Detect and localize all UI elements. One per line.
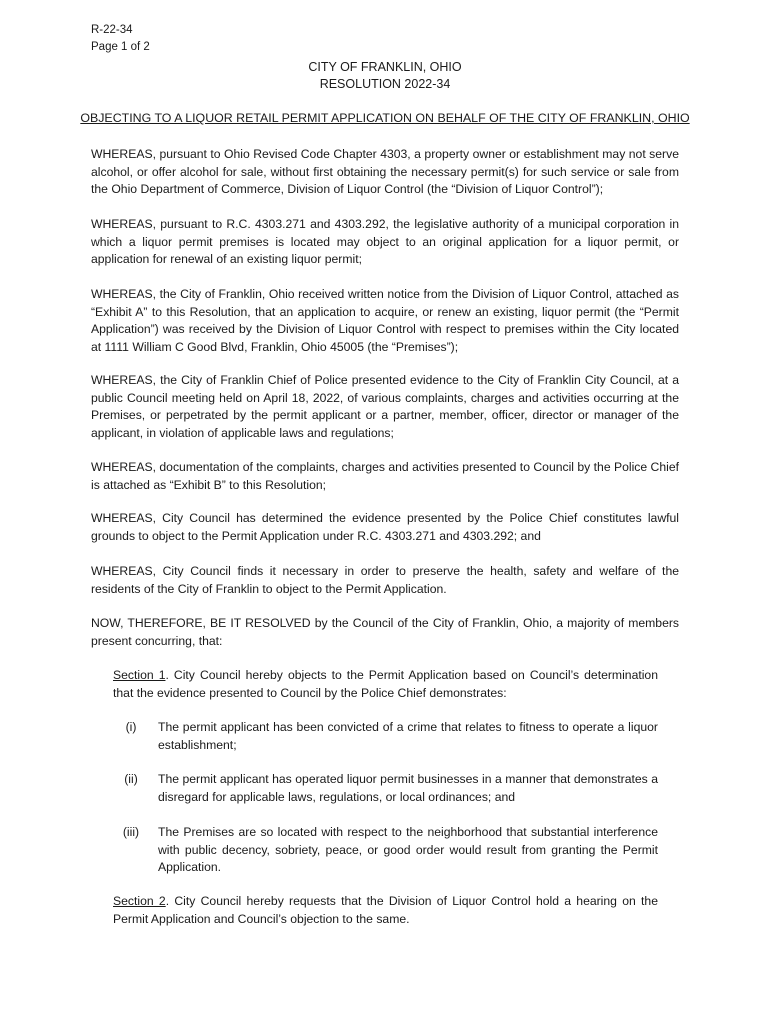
list-item-number: (iii) bbox=[122, 825, 140, 839]
list-item-text: The Premises are so located with respect to the neighborhood that substantial interference with public decency, sobriety, peace, or good order would result from granting the Permit Application. bbox=[158, 825, 658, 874]
subject-heading: OBJECTING TO A LIQUOR RETAIL PERMIT APPLICATION ON BEHALF OF THE CITY OF FRANKLIN, OHIO bbox=[80, 111, 690, 125]
list-item-text: The permit applicant has been convicted of a crime that relates to fitness to operate a liquor establishment; bbox=[158, 720, 658, 752]
whereas-paragraph-3: WHEREAS, the City of Franklin, Ohio received written notice from the Division of Liquor Control, attached as “Exhibit A” to this Resolution, that an application to acquire, or renew an existing, liquor permit (the “Permit Application”) was received by the Division of Liquor Control with respect to premises within the City located at 1111 William C Good Blvd, Franklin, Ohio 45005 (the “Premises”); bbox=[91, 287, 679, 354]
section-1-label: Section 1 bbox=[113, 668, 166, 682]
whereas-paragraph-5: WHEREAS, documentation of the complaints, charges and activities presented to Council by the Police Chief is attached as “Exhibit B” to this Resolution; bbox=[91, 460, 680, 492]
section-2 bbox=[113, 893, 658, 928]
resolved-paragraph: NOW, THEREFORE, BE IT RESOLVED by the Council of the City of Franklin, Ohio, a majority of members present concurring, that: bbox=[91, 616, 679, 648]
city-title: CITY OF FRANKLIN, OHIO bbox=[308, 60, 462, 74]
whereas-paragraph-6: WHEREAS, City Council has determined the evidence presented by the Police Chief constitutes lawful grounds to object to the Permit Application under R.C. 4303.271 and 4303.292; and bbox=[91, 511, 679, 543]
section-1-text: . City Council hereby objects to the Permit Application based on Council’s determination that the evidence presented to Council by the Police Chief demonstrates: bbox=[113, 668, 658, 700]
list-item-text: The permit applicant has operated liquor permit businesses in a manner that demonstrates a disregard for applicable laws, regulations, or local ordinances; and bbox=[158, 772, 658, 804]
doc-number: R-22-34 bbox=[91, 24, 133, 36]
section-2-text: . City Council hereby requests that the Division of Liquor Control hold a hearing on the Permit Application and Council’s objection to the same. bbox=[113, 894, 658, 926]
page-label: Page 1 of 2 bbox=[91, 41, 150, 53]
title-block bbox=[0, 59, 770, 93]
whereas-paragraph-2: WHEREAS, pursuant to R.C. 4303.271 and 4303.292, the legislative authority of a municipal corporation in which a liquor permit premises is located may object to an original application for a liquor permit, or application for renewal of an existing liquor permit; bbox=[91, 217, 679, 266]
section-1 bbox=[113, 667, 658, 702]
list-item-number: (i) bbox=[125, 720, 137, 734]
list-item-number: (ii) bbox=[124, 772, 138, 786]
header-meta bbox=[91, 22, 150, 56]
resolution-title: RESOLUTION 2022-34 bbox=[319, 77, 451, 91]
whereas-paragraph-4: WHEREAS, the City of Franklin Chief of Police presented evidence to the City of Franklin City Council, at a public Council meeting held on April 18, 2022, of various complaints, charges and activities occurring at the Premises, or perpetrated by the permit applicant or a partner, member, officer, director or manager of the applicant, in violation of applicable laws and regulations; bbox=[91, 373, 679, 440]
whereas-paragraph-1: WHEREAS, pursuant to Ohio Revised Code Chapter 4303, a property owner or establishment may not serve alcohol, or offer alcohol for sale, without first obtaining the necessary permit(s) for such service or sale from the Ohio Department of Commerce, Division of Liquor Control (the “Division of Liquor Control”); bbox=[91, 147, 679, 196]
section-2-label: Section 2 bbox=[113, 894, 166, 908]
whereas-paragraph-7: WHEREAS, City Council finds it necessary in order to preserve the health, safety and welfare of the residents of the City of Franklin to object to the Permit Application. bbox=[91, 564, 679, 596]
